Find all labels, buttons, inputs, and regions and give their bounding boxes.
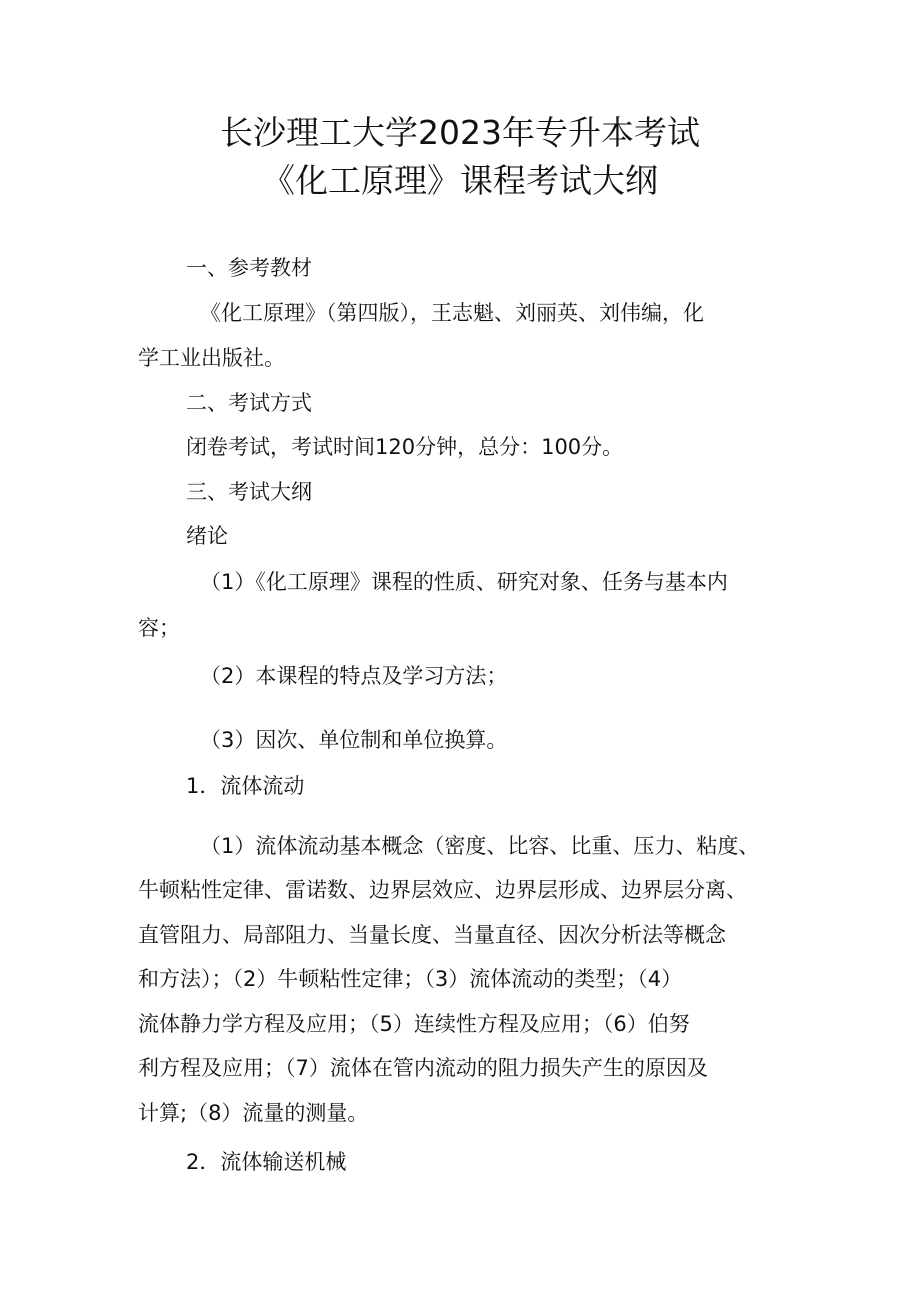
chapter-2-heading: 2．流体输送机械 [186,1150,347,1174]
document-title-line-2: 《化工原理》课程考试大纲 [262,161,658,200]
intro-item-1-line-1: （1）《化工原理》课程的性质、研究对象、任务与基本内 [200,570,728,594]
chapter-1-text-line: 牛顿粘性定律、雷诺数、边界层效应、边界层形成、边界层分离、 [138,878,747,902]
reference-text-line-1: 《化工原理》（第四版），王志魁、刘丽英、刘伟编，化 [200,301,704,325]
intro-item-2: （2）本课程的特点及学习方法； [200,664,508,688]
chapter-1-text-line: 流体静力学方程及应用；（5）连续性方程及应用；（6）伯努 [138,1012,690,1036]
intro-item-3: （3）因次、单位制和单位换算。 [200,728,508,752]
chapter-1-text-line: 直管阻力、局部阻力、当量长度、当量直径、因次分析法等概念 [138,923,726,947]
chapter-1-text-line: 计算;（8）流量的测量。 [138,1101,369,1125]
reference-text-line-2: 学工业出版社。 [138,346,285,370]
intro-item-1-line-2: 容； [138,616,180,640]
chapter-1-text-line: 和方法）；（2）牛顿粘性定律；（3）流体流动的类型；（4） [138,967,683,991]
chapter-1-text-line: （1）流体流动基本概念（密度、比容、比重、压力、粘度、 [200,834,760,858]
section-heading-exam-mode: 二、考试方式 [186,391,312,415]
section-heading-outline: 三、考试大纲 [186,480,312,504]
chapter-1-heading: 1．流体流动 [186,774,305,798]
chapter-1-text-line: 利方程及应用；（7）流体在管内流动的阻力损失产生的原因及 [138,1056,708,1080]
subheading-introduction: 绪论 [186,524,228,548]
section-heading-reference: 一、参考教材 [186,256,312,280]
exam-mode-text: 闭卷考试，考试时间120分钟，总分：100分。 [186,435,624,459]
document-title-line-1: 长沙理工大学2023年专升本考试 [220,113,700,152]
